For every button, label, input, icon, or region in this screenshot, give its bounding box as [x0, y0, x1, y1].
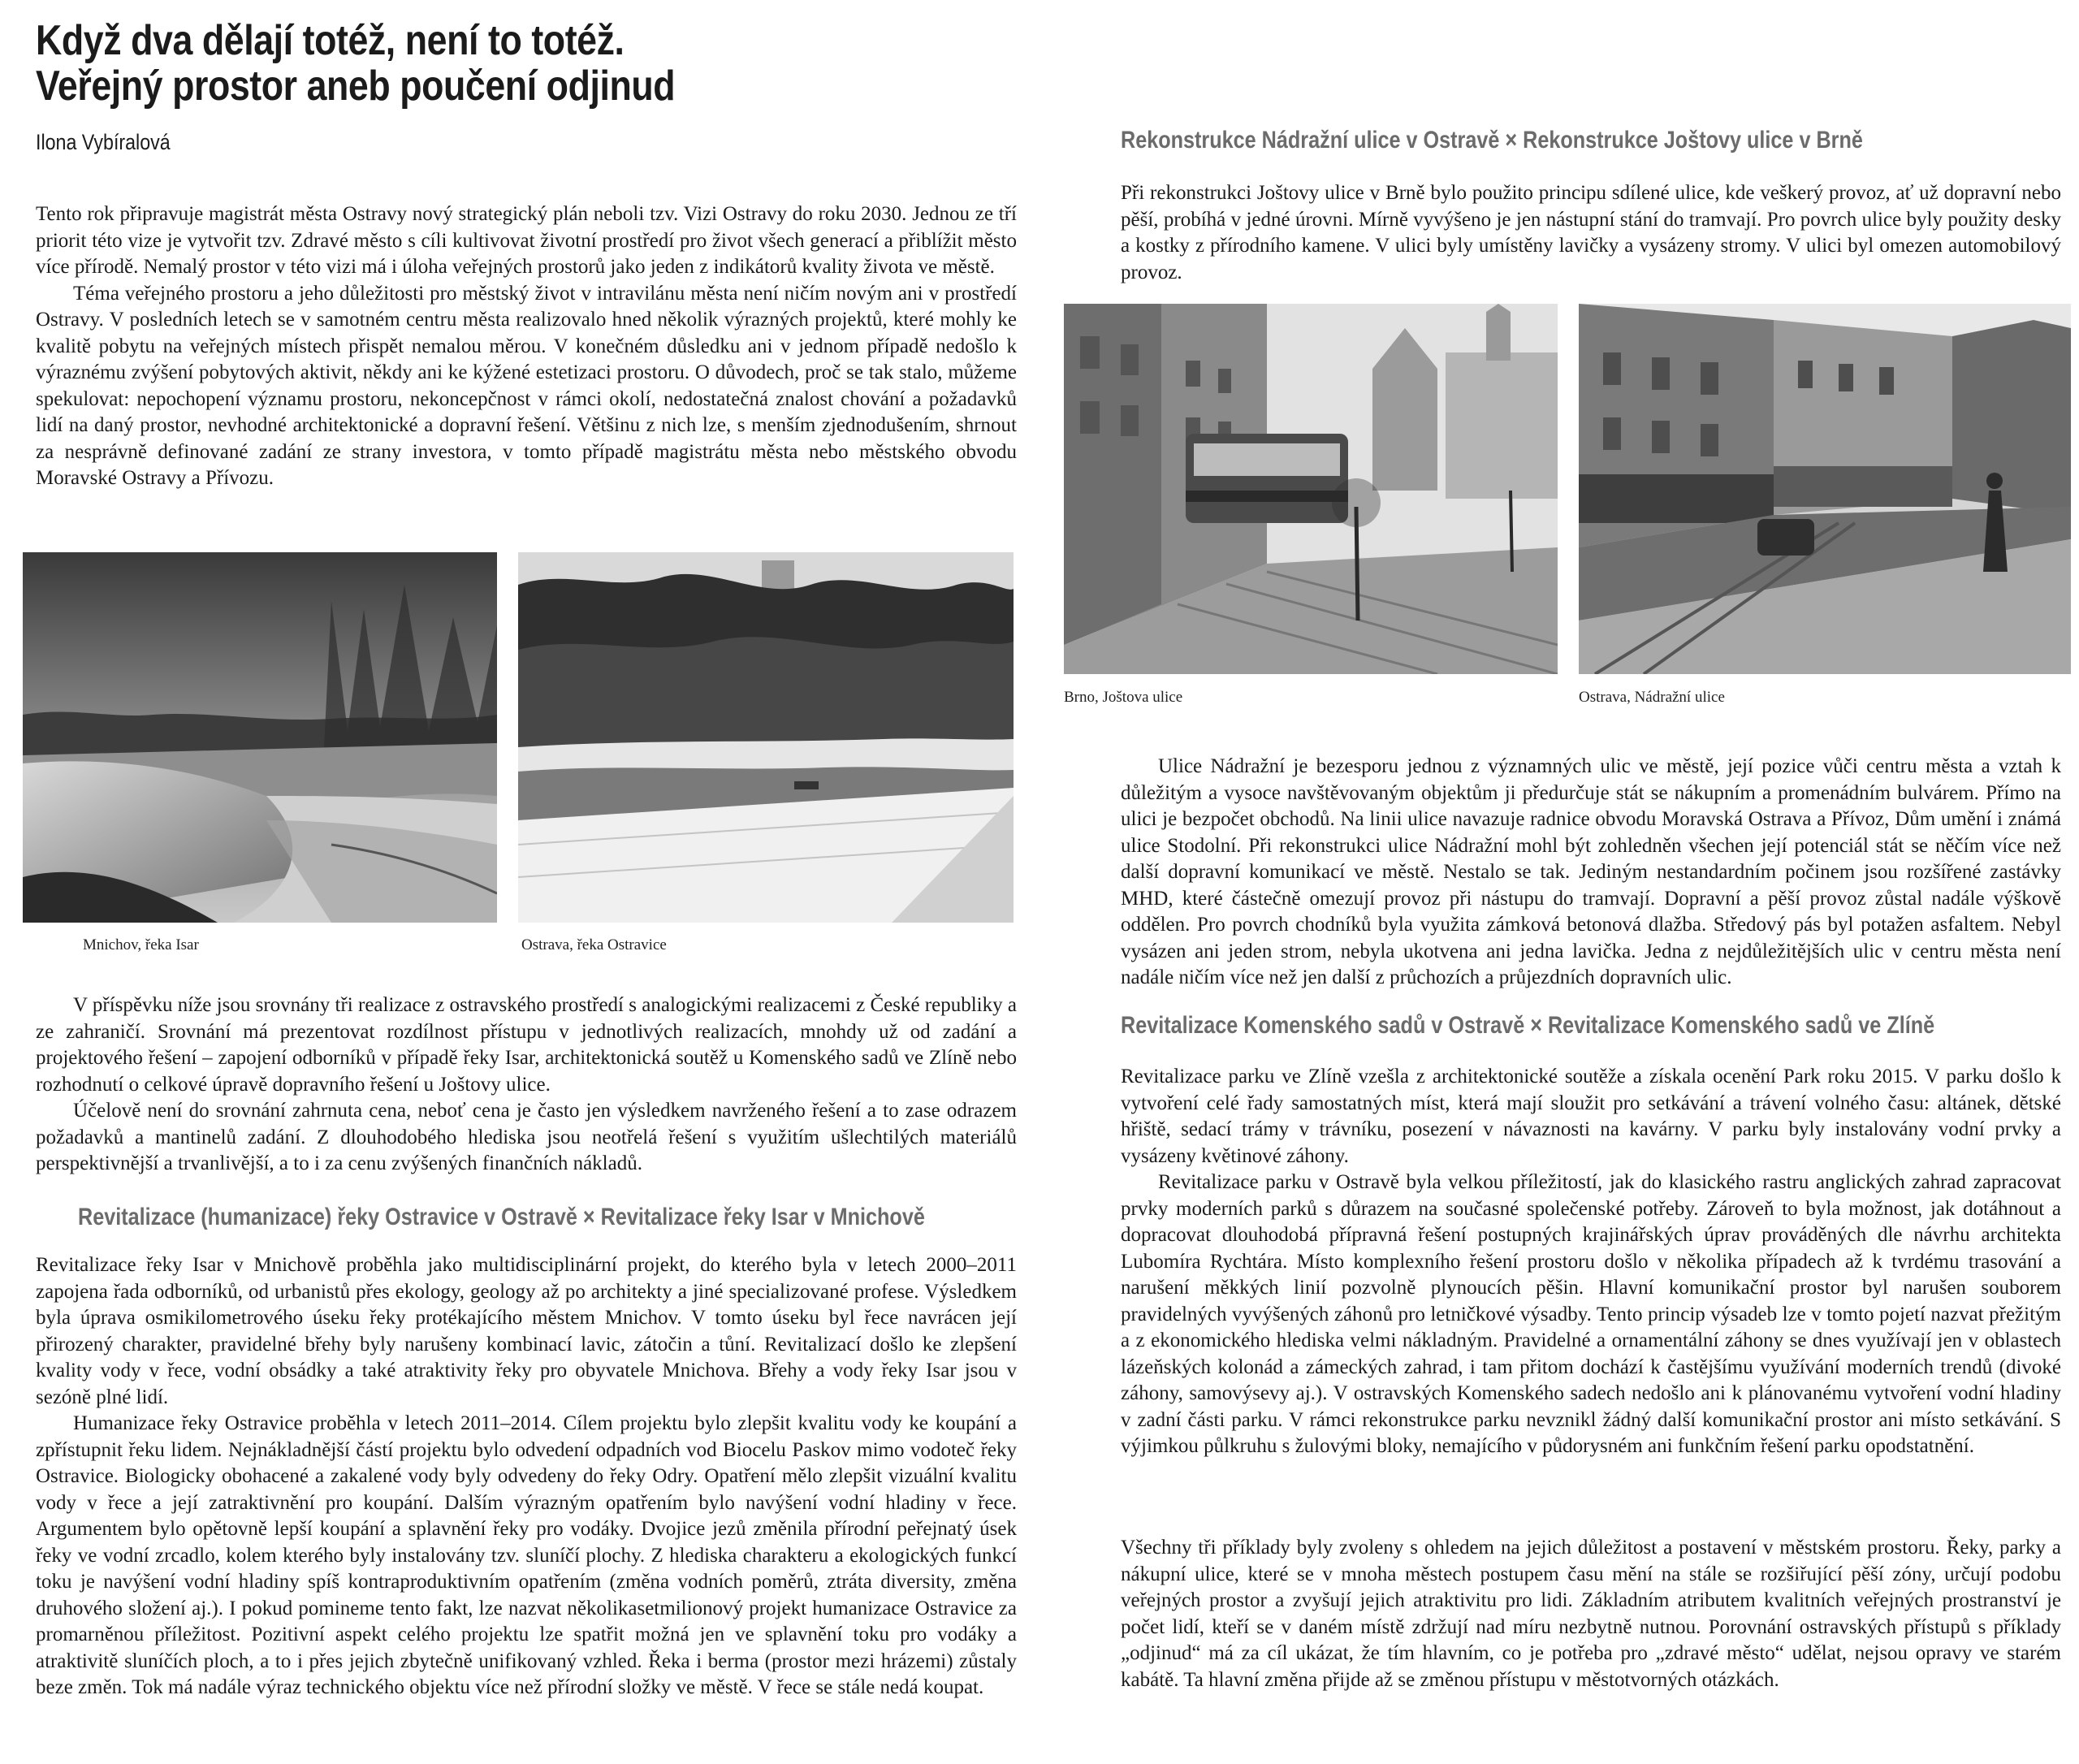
caption-nadrazni: Ostrava, Nádražní ulice: [1579, 689, 1725, 706]
conclusion-paragraph: Všechny tři příklady byly zvoleny s ohledem na jejich důležitost a postavení v městském prostoru. Řeky, parky a nákupní ulice, které se v mnoha městech postupem času mění na stále se rozšiřující pěší zóny, určují podobu veřejných prostor a zvyšují jejich atraktivitu pro lidi. Základním atributem kvalitních veřejných prostranství je počet lidí, kteří se v daném místě zdržují nad míru nezbytně nutnou. Porovnání ostravských přístupů s příklady „odjinud“ má za cíl ukázat, že tím hlavním, co je potřeba pro „zdravé město“ udělat, nejsou opravy ve starém kabátě. Ta hlavní změna přijde až se změnou přístupu v městotvorných otázkách.: [1121, 1537, 2061, 1691]
caption-brno: Brno, Joštova ulice: [1064, 689, 1183, 706]
river-section: [36, 1252, 1017, 1701]
street-paragraph-1: Při rekonstrukci Joštovy ulice v Brně bylo použito principu sdílené ulice, kde veškerý provoz, ať už dopravní nebo pěší, probíhá v jedné úrovni. Mírně vyvýšeno je jen nástupní stání do tramvají. Pro povrch ulice byly použity desky a kostky z přírodního kamene. V ulici byly umístěny lavičky a vysázeny stromy. V ulici byl omezen automobilový provoz.: [1121, 182, 2061, 283]
article-author: Ilona Vybíralová: [36, 130, 171, 154]
article-title-line-2: Veřejný prostor aneb poučení odjinud: [36, 63, 676, 110]
heading-street: Rekonstrukce Nádražní ulice v Ostravě × Rekonstrukce Joštovy ulice v Brně: [1121, 127, 1863, 153]
river-paragraph-1: Revitalizace řeky Isar v Mnichově proběhla jako multidisciplinární projekt, do kterého byla v letech 2000–2011 zapojena řada odborníků, od urbanistů přes ekology, geology až po architekty a jiné specializované profese. Výsledkem byla úprava osmikilometrového úseku řeky protékajícího městem Mnichov. V tomto úseku byl řece navrácen její přirozený charakter, pravidelné břehy byly narušeny kombinací lavic, zátočin a tůní. Revitalizací došlo ke zlepšení kvality vody v řece, vodní obsádky a také atraktivity řeky pro obyvatele Mnichova. Břehy a vody řeky Isar jsou v sezóně plné lidí.: [36, 1254, 1017, 1408]
photo-munich-isar: [23, 552, 497, 923]
comparison-paragraph-2: Účelově není do srovnání zahrnuta cena, neboť cena je často jen výsledkem navrženého řešení a to zase odrazem požadavků a mantinelů zadání. Z dlouhodobého hlediska jsou neotřelá řešení s využitím ušlechtilých materiálů perspektivnější a trvanlivější, a to i za cenu zvýšených finančních nákladů.: [36, 1100, 1017, 1174]
street-paragraph-2: Ulice Nádražní je bezesporu jednou z významných ulic ve městě, její pozice vůči centru města a vztah k důležitým a vysoce navštěvovaným objektům ji předurčuje stát se nákupním a promenádním bulvárem. Přímo na ulici je bezpočet obchodů. Na linii ulice navazuje radnice obvodu Moravská Ostrava a Přívoz, Dům umění i známá ulice Stodolní. Při rekonstrukci ulice Nádražní mohl být zohledněn všechen její potenciál stát se něčím více než další dopravní komunikací ve městě. Nestalo se tak. Jediným nestandardním počinem jsou rozšířené zastávky MHD, které částečně omezují provoz při nástupu do tramvají. Dopravní a pěší provoz zůstal nadále výškově oddělen. Pro povrch chodníků byla využita zámková betonová dlažba. Středový pás byl potažen asfaltem. Nebyl vysázen ani jeden strom, nebyla ukotvena ani jedna lavička. Jedna z nejdůležitějších ulic v centru města není nadále ničím více než jen další z průchozích a průjezdních dopravních ulic.: [1121, 755, 2061, 988]
caption-ostravice: Ostrava, řeka Ostravice: [521, 936, 667, 953]
park-paragraph-1: Revitalizace parku ve Zlíně vzešla z architektonické soutěže a získala ocenění Park roku 2015. V parku došlo k vytvoření celé řady samostatných míst, která mají sloužit pro setkávání a trávení volného času: altánek, dětské hřiště, sedací trámy v trávníku, posezení v návaznosti na kavárny. V parku byly instalovány vodní prvky a vysázeny květinové záhony.: [1121, 1066, 2061, 1167]
intro-paragraph-2: Téma veřejného prostoru a jeho důležitosti pro městský život v intravilánu města není ničím novým ani v prostředí Ostravy. V posledních letech se v samotném centru města realizovalo hned několik výrazných projektů, které mohly ke kvalitě pobytu na veřejných místech přispět nemalou měrou. V konečném důsledku ani v jednom případě nedošlo k výraznému zvýšení pobytových aktivit, někdy ani ke kýžené estetizaci prostoru. O důvodech, proč se tak stalo, můžeme spekulovat: nepochopení významu prostoru, nekoncepčnost v rámci okolí, nedostatečná znalost chování a požadavků lidí na daný prostor, nevhodné architektonické a dopravní řešení. Většinu z nich lze, s menším zjednodušením, shrnout za nesprávně definované zadání ze strany investora, v tomto případě magistrátu města nebo městského obvodu Moravské Ostravy a Přívozu.: [36, 282, 1017, 489]
heading-river: Revitalizace (humanizace) řeky Ostravice v Ostravě × Revitalizace řeky Isar v Mnichově: [78, 1204, 925, 1230]
article-title: [36, 18, 901, 109]
article-title-line-1: Když dva dělají totéž, není to totéž.: [36, 17, 625, 64]
intro-section: [36, 201, 1017, 492]
conclusion-section: [1121, 1535, 2061, 1693]
heading-park: Revitalizace Komenského sadů v Ostravě × Revitalizace Komenského sadů ve Zlíně: [1121, 1012, 1935, 1039]
park-section: [1121, 1064, 2061, 1460]
street-section: [1121, 754, 2061, 992]
photo-ostrava-nadrazni: [1579, 304, 2071, 674]
photo-brno-jostova: [1064, 304, 1558, 674]
caption-munich: Mnichov, řeka Isar: [83, 936, 199, 953]
park-paragraph-2: Revitalizace parku v Ostravě byla velkou příležitostí, jak do klasického rastru anglických zahrad zapracovat prvky moderních parků s důrazem na současné společenské potřeby. Zároveň to byla možnost, jak dotáhnout a dopracovat dlouhodobá přípravná řešení postupných krajinářských úprav prováděných dle návrhu architekta Lubomíra Rychtára. Místo komplexního řešení prostoru došlo v několika případech až k tvrdému trasování a narušení měkkých linií pozvolně plynoucích pěšin. Hlavní komunikační prostor byl narušen souborem pravidelných vyvýšených záhonů pro letničkové výsadby. Tento princip výsadeb lze v tomto pojetí nazvat přežitým a z ekonomického hlediska velmi nákladným. Pravidelné a ornamentální záhony se dnes využívají jen v oblastech lázeňských kolonád a zámeckých zahrad, i tam přitom dochází k častějšímu využívání moderních trendů (divoké záhony, samovýsevy aj.). V ostravských Komenského sadech nedošlo ani k plánovanému vytvoření vodní hladiny v zadní části parku. V rámci rekonstrukce parku nevznikl žádný další komunikační prostor ani místo setkávání. S výjimkou půlkruhu s žulovými bloky, nemajícího v půdorysném ani funkčním řešení parku opodstatnění.: [1121, 1171, 2061, 1457]
comparison-section: [36, 992, 1017, 1178]
intro-paragraph-1: Tento rok připravuje magistrát města Ostravy nový strategický plán neboli tzv. Vizi Ostravy do roku 2030. Jednou ze tří priorit této vize je vytvořit tzv. Zdravé město s cíli kultivovat životní prostředí pro život všech generací a přiblížit město více přírodě. Nemalý prostor v této vizi má i úloha veřejných prostorů jako jeden z indikátorů kvality života ve městě.: [36, 203, 1017, 278]
comparison-paragraph-1: V příspěvku níže jsou srovnány tři realizace z ostravského prostředí s analogickými realizacemi z České republiky a ze zahraničí. Srovnání má prezentovat rozdílnost přístupu v jednotlivých realizacích, mnohdy už od zadání a projektového řešení – zapojení odborníků v případě řeky Isar, architektonická soutěž u Komenského sadů ve Zlíně nebo rozhodnutí o celkové úpravě dopravního řešení u Joštovy ulice.: [36, 994, 1017, 1096]
photo-ostrava-ostravice: [518, 552, 1014, 923]
street-intro-section: [1121, 180, 2061, 286]
river-paragraph-2: Humanizace řeky Ostravice proběhla v letech 2011–2014. Cílem projektu bylo zlepšit kvalitu vody ke koupání a zpřístupnit řeku lidem. Nejnákladnější částí projektu bylo odvedení odpadních vod Biocelu Paskov mimo vodoteč řeky Ostravice. Biologicky obohacené a zakalené vody byly odvedeny do řeky Odry. Opatření mělo zlepšit vizuální kvalitu vody v řece a její zatraktivnění pro koupání. Dalším výrazným opatřením bylo navýšení vodní hladiny v řece. Argumentem bylo opětovně lepší koupání a splavnění řeky pro vodáky. Dvojice jezů změnila přírodní peřejnatý úsek řeky ve vodní zrcadlo, kolem kterého byly instalovány tzv. sluníčí plochy. Z hlediska charakteru a ekologických funkcí toku je navýšení vodní hladiny spíš kontraproduktivním opatřením (změna vodních poměrů, ztráta diversity, změna druhového složení aj.). I pokud pomineme tento fakt, lze nazvat několikasetmilionový projekt humanizace Ostravice za promarněnou příležitost. Pozitivní aspekt celého projektu lze spatřit možná jen ve splavnění toku pro vodáky a atraktivitě sluníčích ploch, a to i přes jejich zbytečně unifikovaný vzhled. Řeka i berma (prostor mezi hrázemi) zůstaly beze změn. Tok má nadále výraz technického objektu více než přírodní složky ve městě. V řece se stále nedá koupat.: [36, 1412, 1017, 1698]
